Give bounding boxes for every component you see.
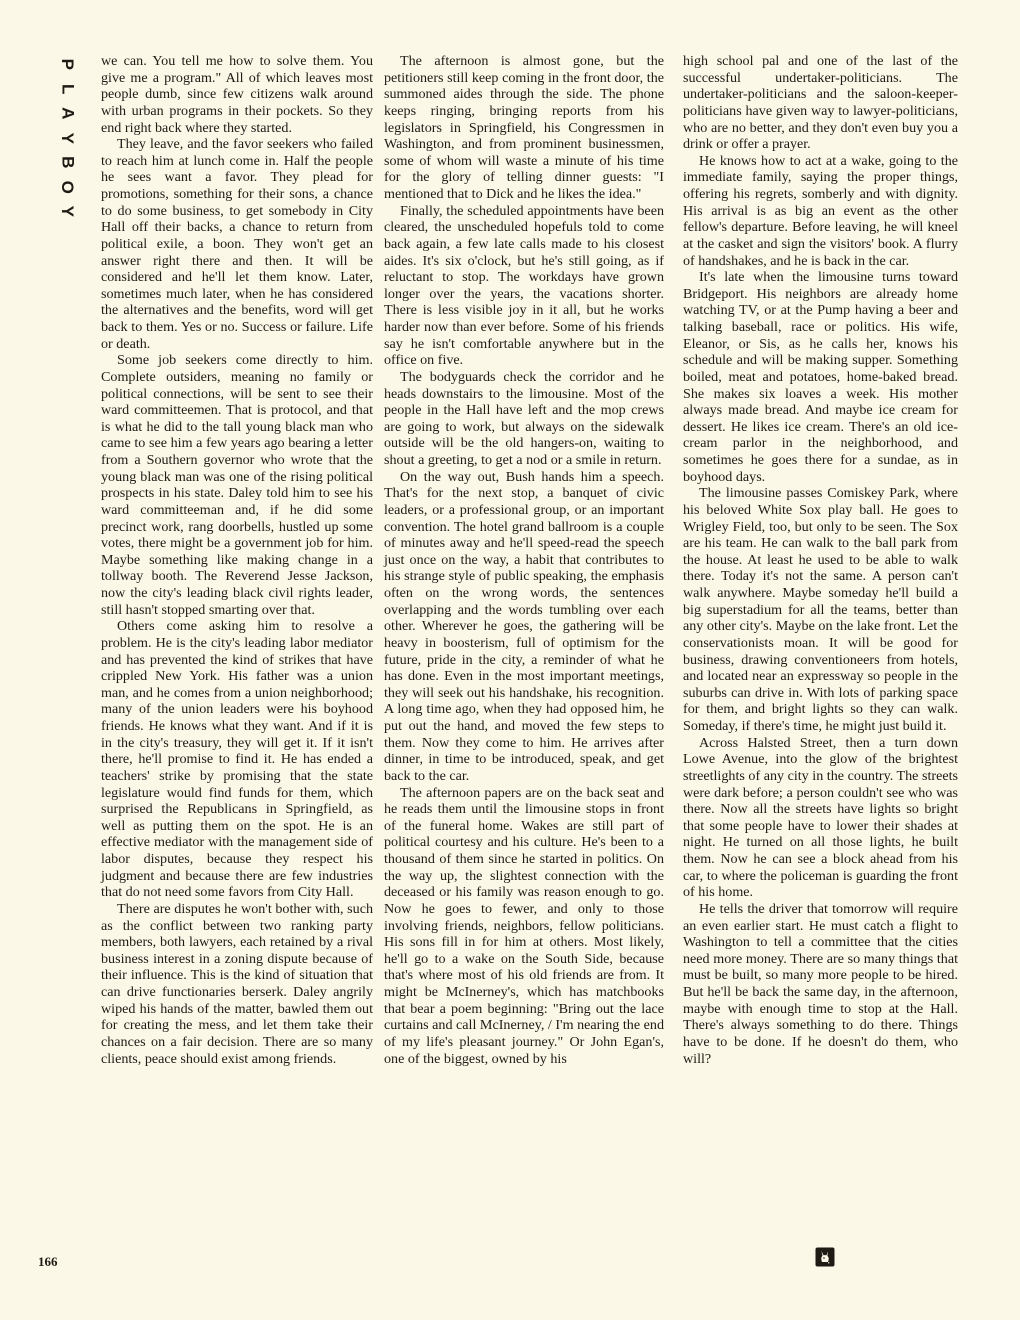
paragraph: There are disputes he won't bother with, such as the conflict between two ranking party members, both lawyers, each retained by a rival business interest in a zoning dispute because of their influence. This is the kind of situation that can drive functionaries berserk. Daley angrily wiped his hands of the matter, bawled them out for creating the mess, and let them take their chances on a fair decision. There are so many clients, peace should exist among friends. bbox=[101, 900, 373, 1067]
paragraph: The bodyguards check the corridor and he heads downstairs to the limousine. Most of the people in the Hall have left and the mop crews are going to work, but always on the sidewalk outside will be the old hangers-on, waiting to shout a greeting, to get a nod or a smile in return. bbox=[384, 368, 664, 468]
paragraph: Across Halsted Street, then a turn down Lowe Avenue, into the glow of the brightest streetlights of any city in the country. The streets were dark before; a person couldn't see who was there. Now all the streets have lights so bright that some people have to lower their shades at night. He turned on all those lights, he built them. Now he can see a block ahead from his car, to where the policeman is guarding the front of his home. bbox=[683, 734, 958, 901]
end-of-article-bunny-icon bbox=[815, 1247, 835, 1267]
text-column-1 bbox=[101, 53, 373, 1067]
page-number: 166 bbox=[38, 1254, 58, 1269]
paragraph: we can. You tell me how to solve them. You give me a program." All of which leaves most people dumb, since few citizens walk around with urban programs in their pockets. So they end right back where they started. bbox=[101, 53, 373, 136]
paragraph: It's late when the limousine turns toward Bridgeport. His neighbors are already home watching TV, or at the Pump having a beer and talking baseball, race or politics. His wife, Eleanor, or Sis, as he calls her, knows his schedule and will be making supper. Something boiled, meat and potatoes, home-baked bread. She makes six loaves a week. His mother always made bread. And maybe ice cream for dessert. He likes ice cream. There's an old ice-cream parlor in the neighborhood, and sometimes he goes there for a sundae, as in boyhood days. bbox=[683, 269, 958, 485]
paragraph: The limousine passes Comiskey Park, where his beloved White Sox play ball. He goes to Wrigley Field, too, but only to be seen. The Sox are his team. He can walk to the ball park from the house. At least he used to be able to walk there. Today it's not the same. A person can't walk anywhere. Maybe someday he'll build a big superstadium for all the teams, better than any other city's. Maybe on the lake front. Let the conservationists moan. It will be good for business, drawing conventioneers from hotels, and located near an expressway so people in the suburbs can drive in. With lots of parking space for them, and bright lights so they can walk. Someday, if there's time, he might just build it. bbox=[683, 485, 958, 734]
masthead-letter: O bbox=[58, 180, 78, 194]
paragraph: Others come asking him to resolve a problem. He is the city's leading labor mediator and has prevented the kind of strikes that have crippled New York. His father was a union man, and he comes from a union neighborhood; many of the union leaders were his boyhood friends. He knows what they want. And if it is in the city's treasury, they will get it. If it isn't there, he'll promise to find it. He has ended a teachers' strike by promising that the state legislature would find funds for them, which surprised the Republicans in Springfield, as well as putting them on the spot. He is an effective mediator with the management side of labor disputes, because they respect his judgment and because there are few industries that do not need some favors from City Hall. bbox=[101, 618, 373, 901]
masthead-letter: Y bbox=[58, 132, 78, 144]
paragraph: He knows how to act at a wake, going to the immediate family, saying the proper things, offering his regrets, somberly and with dignity. His arrival is as big an event as the other fellow's departure. Before leaving, he will kneel at the casket and sign the visitors' book. A flurry of handshakes, and he is back in the car. bbox=[683, 152, 958, 269]
masthead-letter: L bbox=[58, 83, 78, 94]
text-column-3 bbox=[683, 53, 958, 1067]
paragraph: They leave, and the favor seekers who failed to reach him at lunch come in. Half the people he sees want a favor. They plead for promotions, something for their sons, a chance to do some business, to get somebody in City Hall off their backs, a chance to return from political exile, a boon. They won't get an answer right there and then. It will be considered and he'll let them know. Later, sometimes much later, when he has considered the alternatives and the benefits, word will get back to them. Yes or no. Success or failure. Life or death. bbox=[101, 136, 373, 352]
text-column-2 bbox=[384, 53, 664, 1067]
paragraph: The afternoon is almost gone, but the petitioners still keep coming in the front door, the summoned aides through the side. The phone keeps ringing, bringing reports from his legislators in Springfield, his Congressmen in Washington, and from prominent businessmen, some of whom will waste a minute of his time for the glory of telling dinner guests: "I mentioned that to Dick and he likes the idea." bbox=[384, 53, 664, 202]
paragraph: Some job seekers come directly to him. Complete outsiders, meaning no family or political connections, will be sent to see their ward committeemen. That is protocol, and that is what he did to the tall young black man who came to see him a few years ago bearing a letter from a Southern governor who wrote that the young black man was one of the rising political prospects in his state. Daley told him to see his ward committeeman and, if he did some precinct work, rang doorbells, hustled up some votes, there might be a government job for him. Maybe something like making change in a tollway booth. The Reverend Jesse Jackson, now the city's leading black civil rights leader, still hasn't stopped smarting over that. bbox=[101, 352, 373, 618]
paragraph: Finally, the scheduled appointments have been cleared, the unscheduled hopefuls told to come back again, a few late calls made to his closest aides. It's six o'clock, but he's still going, as if reluctant to stop. The workdays have grown longer over the years, the vacations shorter. There is less visible joy in it all, but he works harder now than ever before. Some of his friends say he isn't comfortable anywhere but in the office on five. bbox=[384, 202, 664, 369]
paragraph: He tells the driver that tomorrow will require an even earlier start. He must catch a flight to Washington to tell a committee that the cities need more money. There are so many things that must be built, so many more people to be hired. But he'll be back the same day, in the afternoon, maybe with enough time to stop at the Hall. There's always something to do there. Things have to be done. If he doesn't do them, who will? bbox=[683, 900, 958, 1067]
masthead-letter: P bbox=[58, 58, 78, 70]
masthead-letter: A bbox=[58, 107, 78, 120]
masthead-letter: B bbox=[58, 156, 78, 169]
paragraph: The afternoon papers are on the back seat and he reads them until the limousine stops in front of the funeral home. Wakes are still part of political courtesy and his culture. He's been to a thousand of them since he started in politics. On the way up, the slightest connection with the deceased or his family was reason enough to go. Now he goes to fewer, and only to those involving friends, neighbors, fellow politicians. His sons fill in for him at others. Most likely, he'll go to a wake on the South Side, because that's where most of his old friends are from. It might be McInerney's, which has matchbooks that bear a poem beginning: "Bring out the lace curtains and call McInerney, / I'm nearing the end of my life's pleasant journey." Or John Egan's, one of the biggest, owned by his bbox=[384, 784, 664, 1067]
magazine-masthead bbox=[53, 52, 81, 224]
paragraph: high school pal and one of the last of the successful undertaker-politicians. The undertaker-politicians and the saloon-keeper-politicians have given way to lawyer-politicians, who are no better, and they don't even buy you a drink or offer a prayer. bbox=[683, 53, 958, 153]
paragraph: On the way out, Bush hands him a speech. That's for the next stop, a banquet of civic leaders, or a professional group, or an important convention. The hotel grand ballroom is a couple of minutes away and he'll speed-read the speech just once on the way, a habit that contributes to his strange style of public speaking, the emphasis often on the wrong words, the sentences overlapping and the words tumbling over each other. Wherever he goes, the gathering will be heavy in boosterism, full of optimism for the future, pride in the city, a reminder of what he has done. Even in the most important meetings, they will seek out his handshake, his recognition. A long time ago, when they had opposed him, he put out the hand, and moved the few steps to them. Now they come to him. He arrives after dinner, in time to be introduced, speak, and get back to the car. bbox=[384, 468, 664, 784]
masthead-letter: Y bbox=[58, 205, 78, 217]
